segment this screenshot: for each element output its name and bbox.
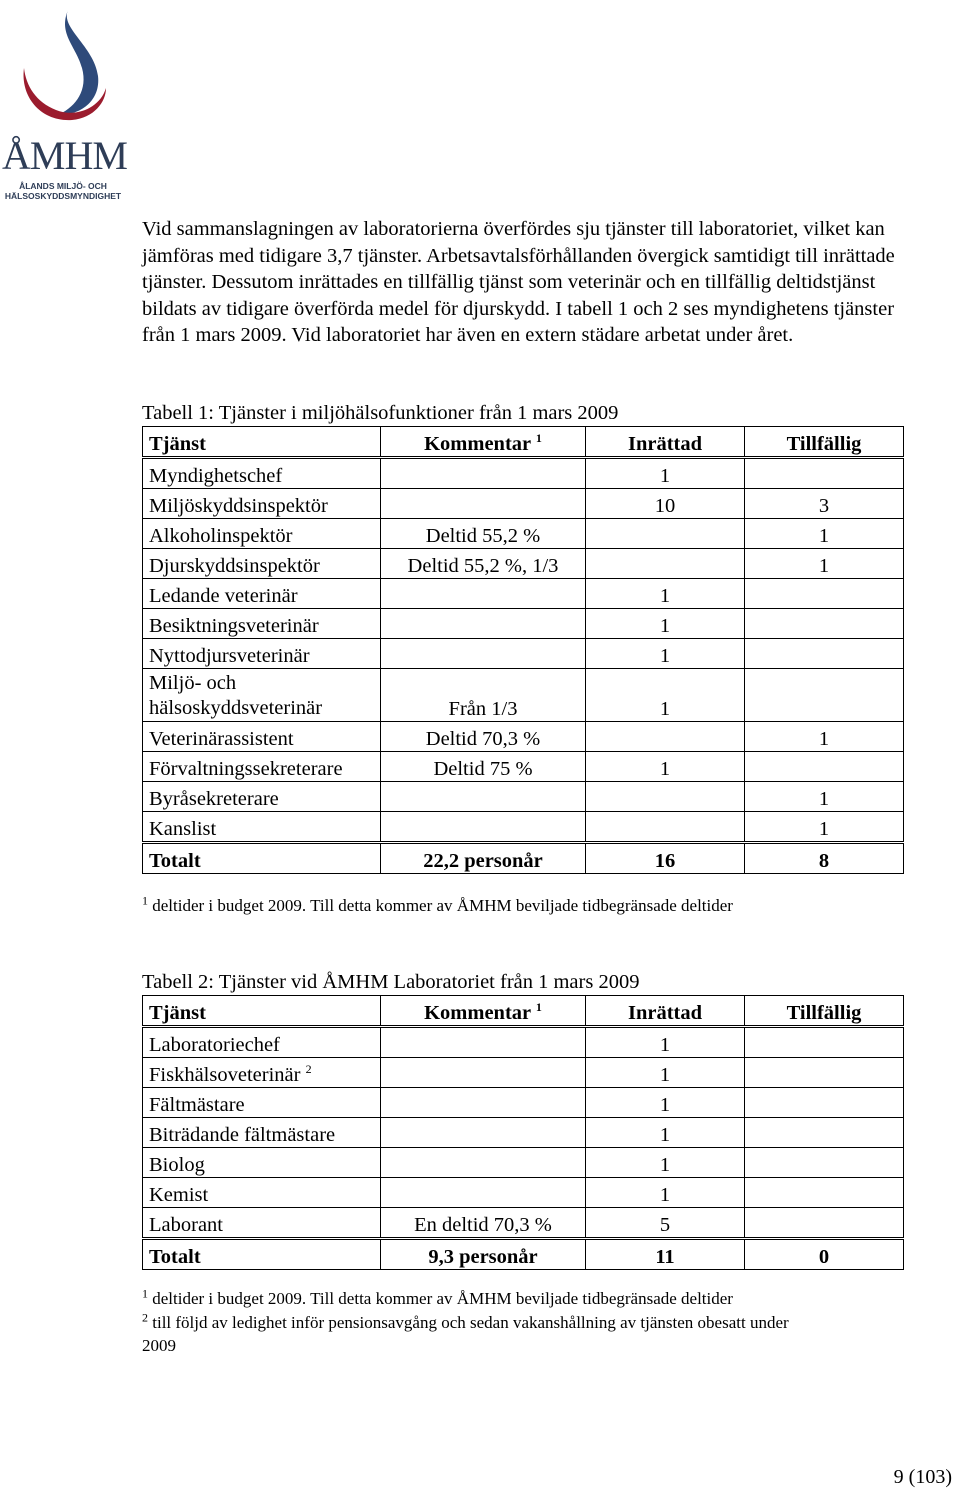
table-row: Miljö- och hälsoskyddsveterinär Från 1/3 1: [143, 669, 904, 722]
table1-header-row: [143, 427, 904, 458]
table-row: Biolog 1: [143, 1148, 904, 1178]
table2-footnote-2: $^2$ till följd av ledighet inför pensionsavgång och sedan vakanshållning av tjänsten obesatt under 2009: [142, 1310, 789, 1355]
table1-header-tillfallig: Tillfällig: [745, 427, 904, 458]
table2-header-inrattad: Inrättad: [586, 996, 745, 1027]
table-row: Byråsekreterare 1: [143, 782, 904, 812]
table2-footnote-1: $^1$ deltider i budget 2009. Till detta kommer av ÅMHM beviljade tidbegränsade deltider: [142, 1286, 733, 1308]
flame-emblem-icon: [2, 6, 124, 136]
table-row: Myndighetschef 1: [143, 458, 904, 489]
table-row: Nyttodjursveterinär 1: [143, 639, 904, 669]
table2-caption: Tabell 2: Tjänster vid ÅMHM Laboratoriet från 1 mars 2009: [142, 971, 640, 993]
table-row: Miljöskyddsinspektör 10 3: [143, 489, 904, 519]
table1-header-inrattad: Inrättad: [586, 427, 745, 458]
table-row: Djurskyddsinspektör Deltid 55,2 %, 1/3 1: [143, 549, 904, 579]
table-row: Kanslist 1: [143, 812, 904, 843]
table-row: Kemist 1: [143, 1178, 904, 1208]
table2: [142, 995, 904, 1270]
table-row: Förvaltningssekreterare Deltid 75 % 1: [143, 752, 904, 782]
table2-header-row: [143, 996, 904, 1027]
table1-header-tjanst: Tjänst: [143, 427, 381, 458]
table1-footnote: $^1$ deltider i budget 2009. Till detta kommer av ÅMHM beviljade tidbegränsade deltider: [142, 893, 733, 915]
table-row: Alkoholinspektör Deltid 55,2 % 1: [143, 519, 904, 549]
table-row: Veterinärassistent Deltid 70,3 % 1: [143, 722, 904, 752]
table-row: Ledande veterinär 1: [143, 579, 904, 609]
table-row: Laboratoriechef 1: [143, 1027, 904, 1058]
logo-subtitle: ÅLANDS MILJÖ- OCH HÄLSOSKYDDSMYNDIGHET: [4, 181, 122, 201]
table1: [142, 426, 904, 874]
table2-total-row: Totalt 9,3 personår 11 0: [143, 1239, 904, 1270]
table-row: Fältmästare 1: [143, 1088, 904, 1118]
page-number: 9 (103): [893, 1466, 952, 1488]
table2-header-tjanst: Tjänst: [143, 996, 381, 1027]
table2-header-kommentar: Kommentar $^1$: [381, 996, 586, 1027]
table-row: Biträdande fältmästare 1: [143, 1118, 904, 1148]
table1-caption: Tabell 1: Tjänster i miljöhälsofunktioner från 1 mars 2009: [142, 402, 619, 424]
table-row: Laborant En deltid 70,3 % 5: [143, 1208, 904, 1239]
table2-header-tillfallig: Tillfällig: [745, 996, 904, 1027]
table1-total-row: Totalt 22,2 personår 16 8: [143, 843, 904, 874]
intro-paragraph: Vid sammanslagningen av laboratorierna överfördes sju tjänster till laboratoriet, vilket kan jämföras med tidigare 3,7 tjänster. Arbetsavtalsförhållanden övergick samtidigt till inrättade tjänster. Dessutom inrättades en tillfällig tjänst som veterinär och en tillfällig deltidstjänst bildats av tidigare överförda medel för djurskydd. I tabell 1 och 2 ses myndighetens tjänster från 1 mars 2009. Vid laboratoriet har även en extern städare arbetat under året.: [142, 218, 895, 346]
table1-header-kommentar: Kommentar $^1$: [381, 427, 586, 458]
logo-name: ÅMHM: [2, 133, 127, 178]
agency-logo: [2, 6, 127, 202]
table-row: Fiskhälsoveterinär $^2$ 1: [143, 1058, 904, 1088]
table-row: Besiktningsveterinär 1: [143, 609, 904, 639]
